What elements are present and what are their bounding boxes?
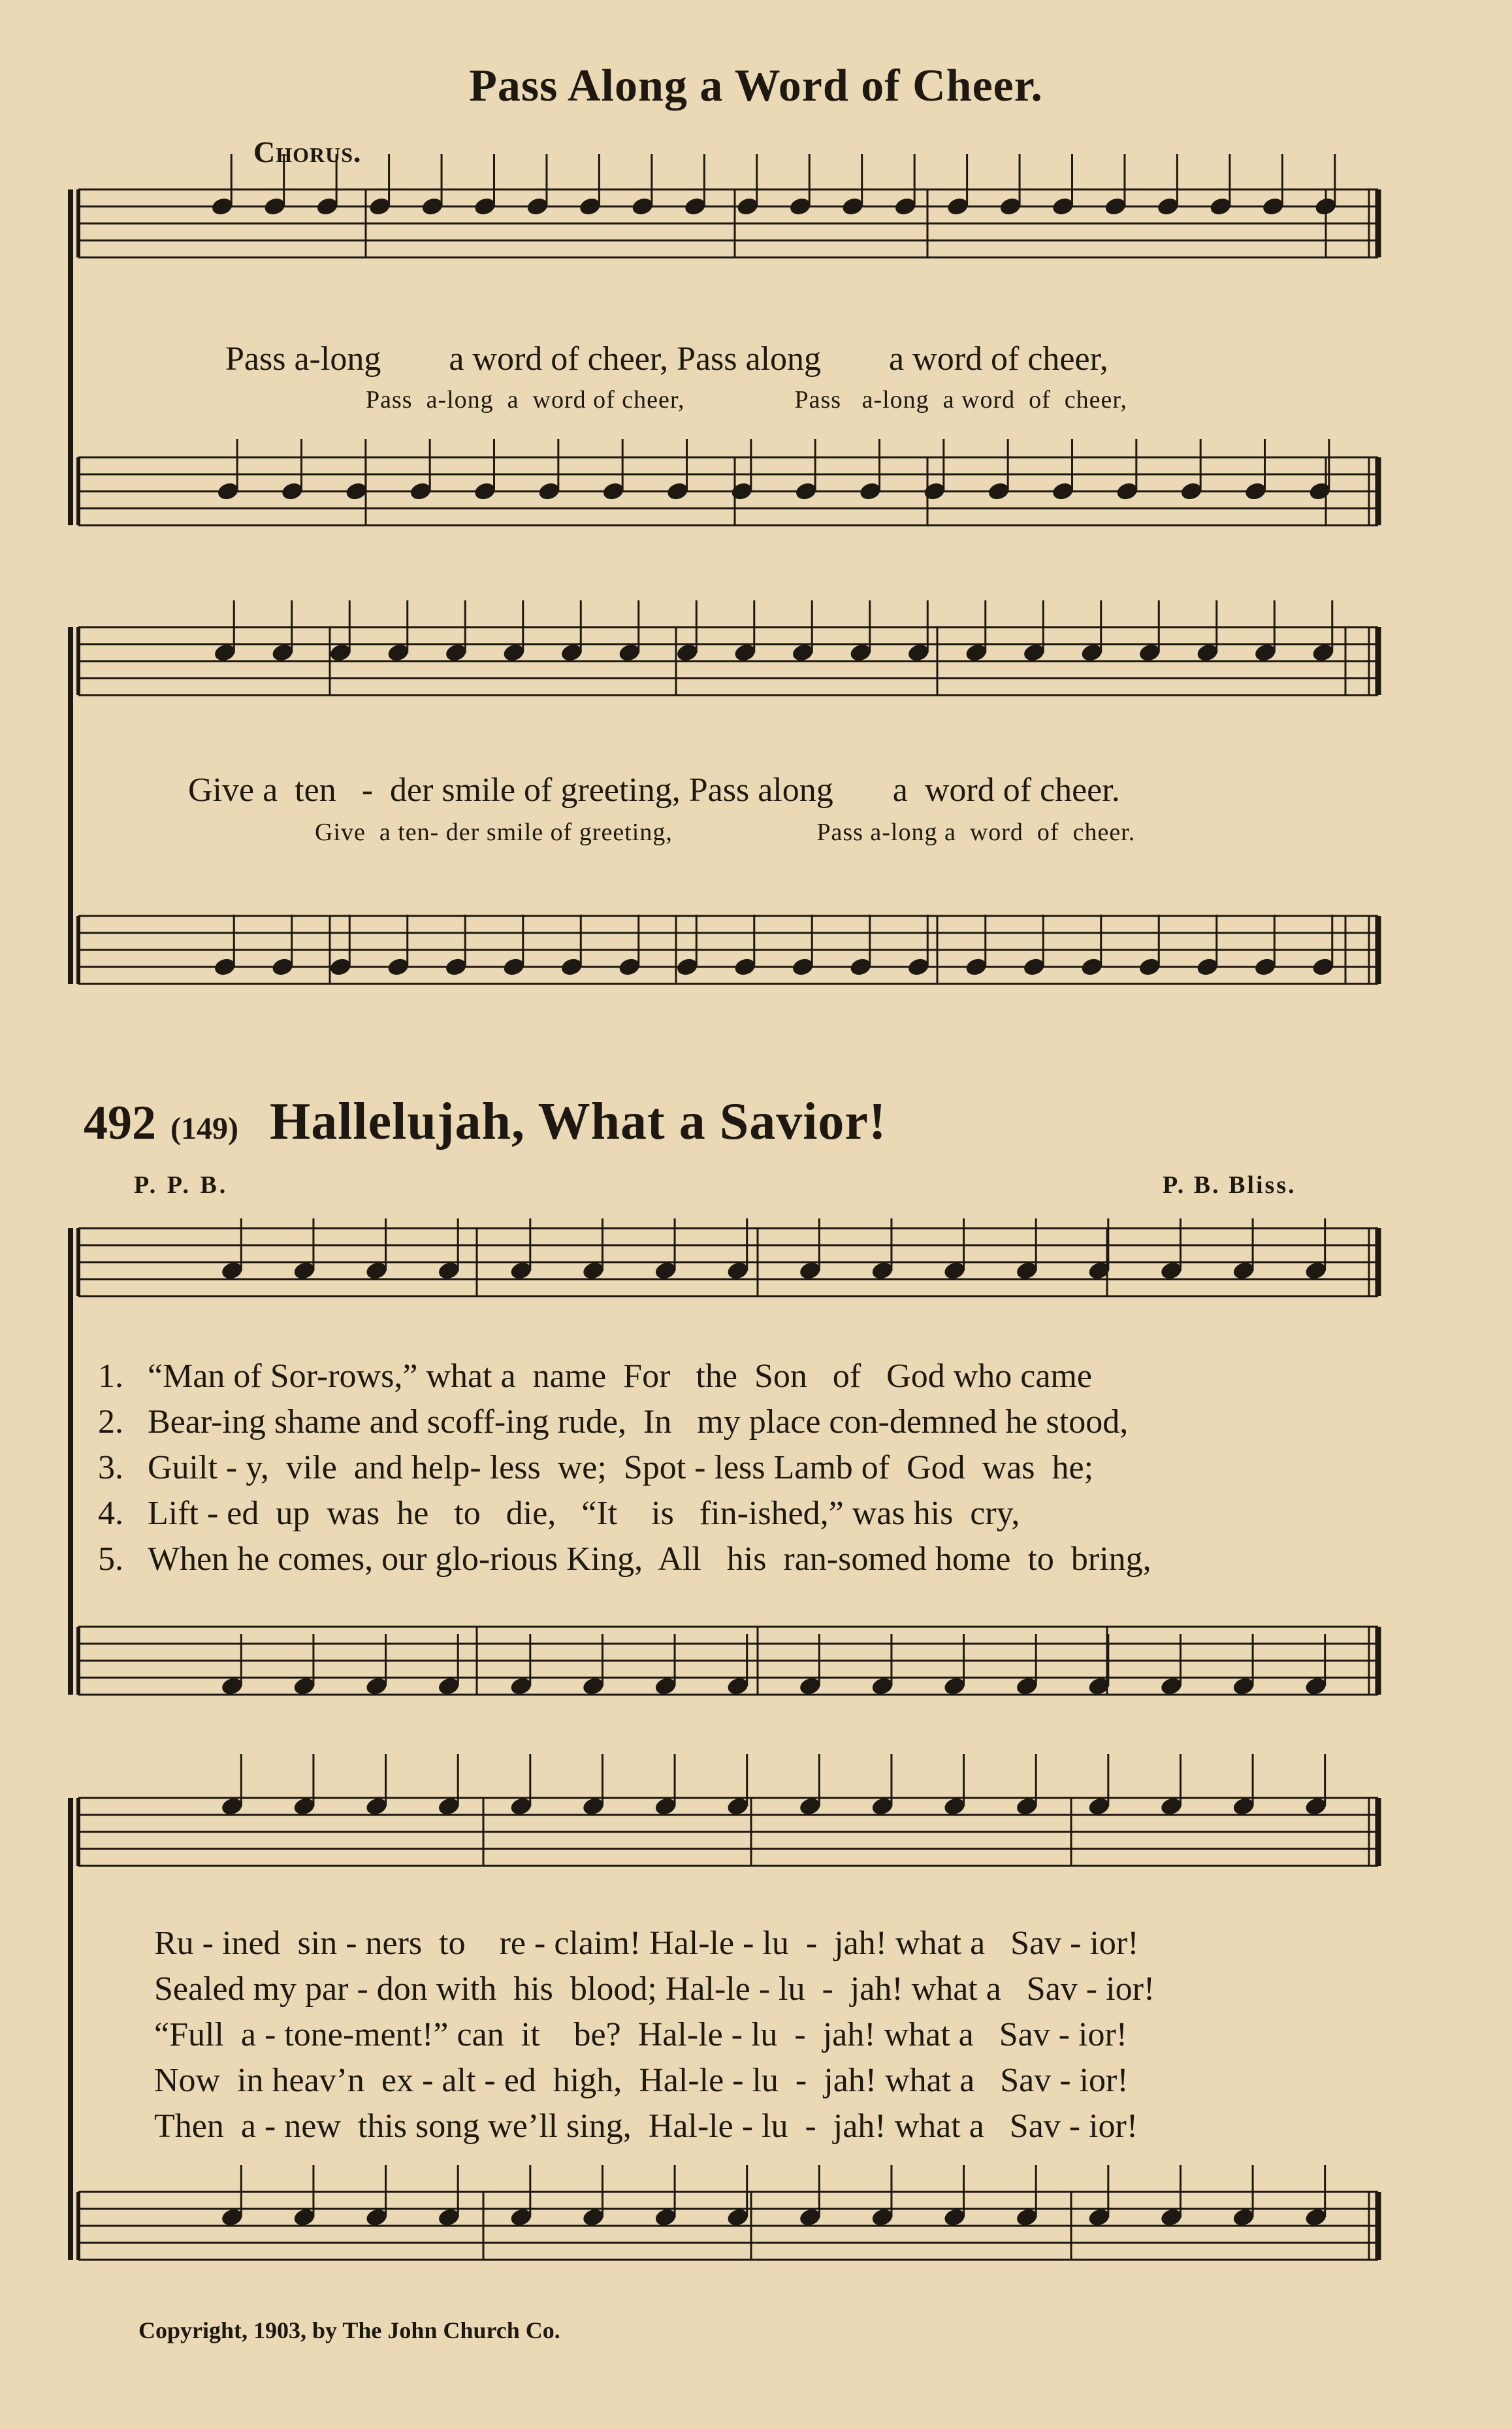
- refrain-lyrics: [154, 1921, 1395, 2149]
- verse-line: 5. When he comes, our glo-rious King, All his ran-somed home to bring,: [98, 1541, 1151, 1578]
- top-lyrics-line1: Pass a-long a word of cheer, Pass along a word of cheer,: [225, 340, 1108, 378]
- chorus-label: Chorus.: [253, 135, 362, 169]
- hymn-alt-number: (149): [170, 1111, 238, 1146]
- verse-line: 2. Bear-ing shame and scoff-ing rude, In my place con-demned he stood,: [98, 1403, 1129, 1441]
- verse-lyrics: [98, 1354, 1404, 1582]
- top-lyrics-line2: Give a ten - der smile of greeting, Pass along a word of cheer.: [188, 772, 1120, 809]
- verse-line: 1. “Man of Sor-rows,” what a name For the Son of God who came: [98, 1358, 1092, 1395]
- refrain-line: “Full a - tone-ment!” can it be? Hal-le - lu - jah! what a Sav - ior!: [154, 2016, 1128, 2053]
- hymn-header: [84, 1092, 1455, 1152]
- verse-line: 4. Lift - ed up was he to die, “It is fin-ished,” was his cry,: [98, 1495, 1020, 1532]
- words-credit: P. P. B.: [134, 1171, 229, 1199]
- refrain-line: Then a - new this song we’ll sing, Hal-le - lu - jah! what a Sav - ior!: [154, 2108, 1138, 2145]
- hymn-number: 492: [84, 1096, 156, 1150]
- verse-line: 3. Guilt - y, vile and help- less we; Spot - less Lamb of God was he;: [98, 1449, 1094, 1486]
- top-lyrics-line1-echo: Pass a-long a word of cheer, Pass a-long a word of cheer,: [366, 386, 1128, 414]
- copyright-notice: Copyright, 1903, by The John Church Co.: [138, 2317, 560, 2343]
- hymn-title: Hallelujah, What a Savior!: [269, 1093, 887, 1150]
- top-lyrics-line2-echo: Give a ten- der smile of greeting, Pass a-long a word of cheer.: [315, 819, 1136, 846]
- refrain-line: Sealed my par - don with his blood; Hal-le - lu - jah! what a Sav - ior!: [154, 1970, 1155, 2008]
- top-hymn-title: Pass Along a Word of Cheer.: [469, 61, 1043, 111]
- refrain-line: Ru - ined sin - ners to re - claim! Hal-le - lu - jah! what a Sav - ior!: [154, 1925, 1139, 1962]
- refrain-line: Now in heav’n ex - alt - ed high, Hal-le - lu - jah! what a Sav - ior!: [154, 2062, 1129, 2099]
- music-credit: P. B. Bliss.: [1163, 1171, 1296, 1199]
